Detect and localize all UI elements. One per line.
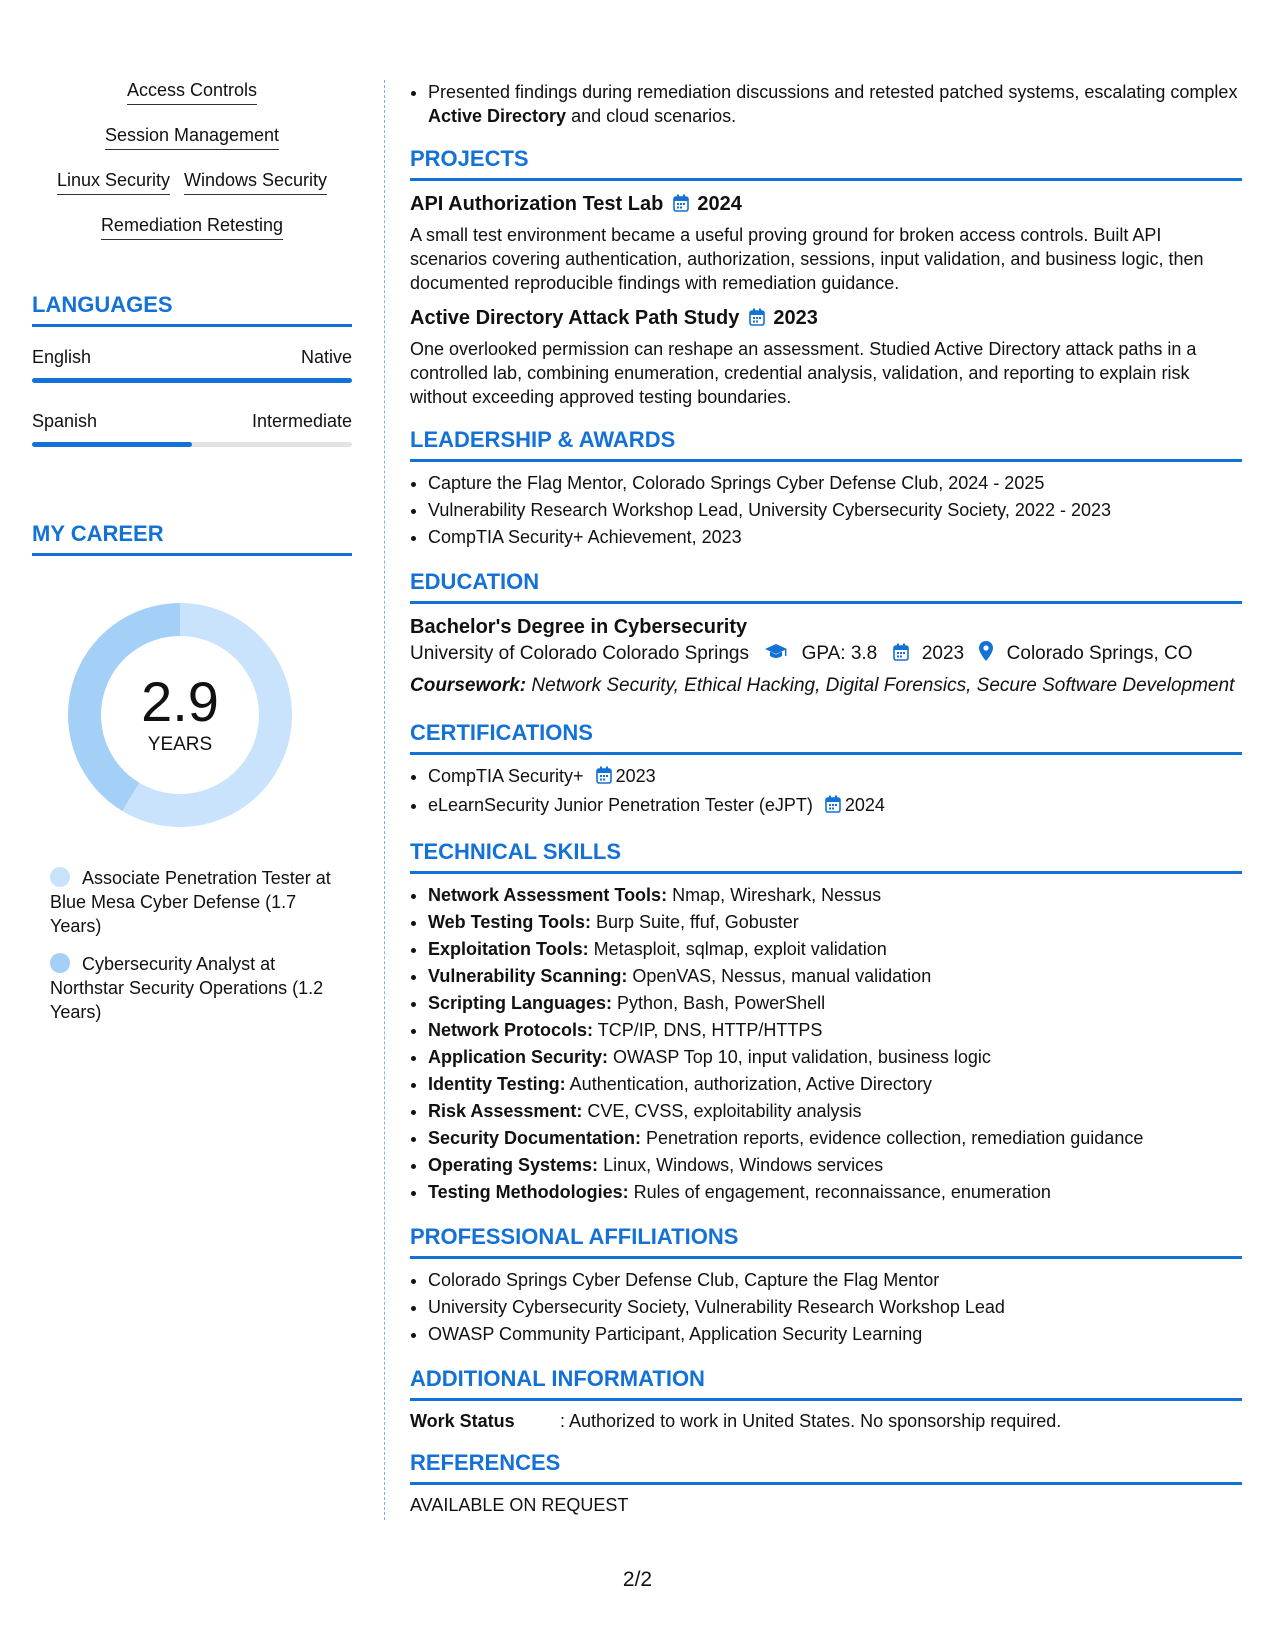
language-name: English bbox=[32, 347, 92, 367]
career-total-unit: YEARS bbox=[147, 734, 213, 755]
skill-value: OWASP Top 10, input validation, business logic bbox=[608, 1047, 991, 1067]
skill-tag: Remediation Retesting bbox=[101, 215, 283, 240]
list-item bbox=[428, 1044, 1242, 1071]
technical-skills-list bbox=[410, 882, 1242, 1206]
list-item bbox=[428, 1125, 1242, 1152]
skill-value: OpenVAS, Nessus, manual validation bbox=[627, 966, 932, 986]
right-column bbox=[410, 80, 1242, 1516]
skill-value: Penetration reports, evidence collection, remediation guidance bbox=[641, 1128, 1144, 1148]
career-total-years: 2.9 bbox=[141, 670, 219, 733]
skill-label: Security Documentation: bbox=[428, 1128, 642, 1148]
career-legend-label: Cybersecurity Analyst at Northstar Security Operations (1.2 Years) bbox=[50, 954, 324, 1022]
projects-section bbox=[410, 146, 1242, 409]
language-item bbox=[32, 411, 352, 447]
project-description: One overlooked permission can reshape an assessment. Studied Active Directory attack paths in a controlled lab, combining enumeration, credential analysis, validation, and reporting to explain risk without exceeding approved testing boundaries. bbox=[410, 339, 1197, 407]
skill-value: Nmap, Wireshark, Nessus bbox=[667, 885, 882, 905]
coursework bbox=[410, 672, 1242, 700]
coursework-label: Coursework: bbox=[410, 675, 527, 696]
language-proficiency-fill bbox=[32, 378, 352, 383]
skill-label: Network Assessment Tools: bbox=[428, 885, 668, 905]
project-item bbox=[410, 305, 1242, 409]
language-level: Intermediate bbox=[251, 411, 352, 431]
skill-label: Exploitation Tools: bbox=[428, 939, 589, 959]
project-name: Active Directory Attack Path Study bbox=[410, 307, 740, 329]
cert-year: 2023 bbox=[615, 766, 656, 786]
page-number: 2/2 bbox=[622, 1568, 653, 1591]
certifications-list bbox=[410, 763, 1242, 821]
calendar-icon bbox=[673, 193, 689, 219]
list-item bbox=[428, 936, 1242, 963]
career-section bbox=[32, 521, 352, 1024]
calendar-icon bbox=[825, 794, 841, 821]
technical-skills-section bbox=[410, 839, 1242, 1206]
calendar-icon bbox=[893, 642, 909, 670]
references-title: REFERENCES bbox=[410, 1450, 1242, 1485]
list-item: • Vulnerability Research Workshop Lead, University Cybersecurity Society, 2022 - 2023 bbox=[428, 497, 1242, 524]
skill-tag: Session Management bbox=[105, 125, 279, 150]
skill-tag: Access Controls bbox=[127, 80, 257, 105]
list-item bbox=[428, 792, 1242, 821]
work-status-row bbox=[410, 1411, 1242, 1432]
skill-label: Web Testing Tools: bbox=[428, 912, 591, 932]
calendar-icon bbox=[749, 307, 765, 333]
bullet-text: Presented findings during remediation discussions and retested patched systems, escalating complex bbox=[428, 82, 1238, 102]
calendar-icon bbox=[596, 765, 612, 792]
skill-tags bbox=[32, 80, 352, 238]
skill-tag: Windows Security bbox=[184, 170, 327, 195]
references-section bbox=[410, 1450, 1242, 1516]
language-name: Spanish bbox=[32, 411, 98, 431]
list-item bbox=[428, 1071, 1242, 1098]
legend-dot bbox=[50, 867, 70, 887]
list-item: • Capture the Flag Mentor, Colorado Springs Cyber Defense Club, 2024 - 2025 bbox=[428, 470, 1242, 497]
additional-info-title: ADDITIONAL INFORMATION bbox=[410, 1366, 1242, 1401]
list-item bbox=[428, 909, 1242, 936]
skill-label: Application Security: bbox=[428, 1047, 609, 1067]
skill-label: Operating Systems: bbox=[428, 1155, 599, 1175]
language-proficiency-bar bbox=[32, 442, 352, 447]
skill-value: Python, Bash, PowerShell bbox=[612, 993, 826, 1013]
skill-label: Identity Testing: bbox=[428, 1074, 566, 1094]
list-item bbox=[428, 1098, 1242, 1125]
language-level: Native bbox=[300, 347, 352, 367]
experience-bullet bbox=[428, 80, 1242, 128]
coursework-list: Network Security, Ethical Hacking, Digital Forensics, Secure Software Development bbox=[526, 675, 1235, 696]
skill-tag: Linux Security bbox=[57, 170, 170, 195]
language-item bbox=[32, 347, 352, 383]
career-legend-label: Associate Penetration Tester at Blue Mesa Cyber Defense (1.7 Years) bbox=[50, 868, 331, 936]
leadership-list bbox=[410, 470, 1242, 551]
affiliations-section bbox=[410, 1224, 1242, 1348]
skill-value: Rules of engagement, reconnaissance, enumeration bbox=[628, 1182, 1051, 1202]
language-proficiency-bar bbox=[32, 378, 352, 383]
certifications-title: CERTIFICATIONS bbox=[410, 720, 1242, 755]
list-item bbox=[428, 963, 1242, 990]
school-name: University of Colorado Colorado Springs bbox=[410, 643, 749, 664]
skill-value: TCP/IP, DNS, HTTP/HTTPS bbox=[593, 1020, 823, 1040]
list-item bbox=[428, 882, 1242, 909]
left-column bbox=[32, 80, 352, 1038]
bullet-bold-text: Active Directory bbox=[428, 106, 567, 126]
education-section bbox=[410, 569, 1242, 700]
list-item bbox=[428, 990, 1242, 1017]
list-item bbox=[428, 1152, 1242, 1179]
affiliations-title: PROFESSIONAL AFFILIATIONS bbox=[410, 1224, 1242, 1259]
graduation-cap-icon bbox=[764, 642, 788, 670]
work-status-value: : Authorized to work in United States. No sponsorship required. bbox=[560, 1411, 1062, 1431]
column-divider bbox=[384, 80, 385, 1520]
education-title: EDUCATION bbox=[410, 569, 1242, 604]
skill-label: Risk Assessment: bbox=[428, 1101, 583, 1121]
list-item: • Colorado Springs Cyber Defense Club, Capture the Flag Mentor bbox=[428, 1267, 1242, 1294]
cert-year: 2024 bbox=[844, 795, 885, 815]
bullet-text: and cloud scenarios. bbox=[566, 106, 737, 126]
career-legend bbox=[50, 866, 340, 1024]
list-item: • University Cybersecurity Society, Vulnerability Research Workshop Lead bbox=[428, 1294, 1242, 1321]
map-pin-icon bbox=[979, 641, 993, 670]
project-name: API Authorization Test Lab bbox=[410, 193, 664, 215]
projects-title: PROJECTS bbox=[410, 146, 1242, 181]
skill-value: Authentication, authorization, Active Directory bbox=[565, 1074, 932, 1094]
career-legend-item bbox=[50, 952, 340, 1024]
languages-title: LANGUAGES bbox=[32, 292, 352, 327]
list-item bbox=[428, 1017, 1242, 1044]
graduation-year: 2023 bbox=[921, 643, 965, 664]
technical-skills-title: TECHNICAL SKILLS bbox=[410, 839, 1242, 874]
skill-value: Metasploit, sqlmap, exploit validation bbox=[588, 939, 887, 959]
leadership-title: LEADERSHIP & AWARDS bbox=[410, 427, 1242, 462]
gpa: GPA: 3.8 bbox=[801, 643, 878, 664]
languages-section bbox=[32, 292, 352, 447]
leadership-section bbox=[410, 427, 1242, 551]
list-item: • CompTIA Security+ Achievement, 2023 bbox=[428, 524, 1242, 551]
legend-dot bbox=[50, 953, 70, 973]
career-title: MY CAREER bbox=[32, 521, 352, 556]
education-details bbox=[410, 640, 1242, 670]
skill-value: CVE, CVSS, exploitability analysis bbox=[582, 1101, 862, 1121]
school-location: Colorado Springs, CO bbox=[1006, 643, 1193, 664]
degree-name: Bachelor's Degree in Cybersecurity bbox=[410, 616, 748, 638]
skill-value: Burp Suite, ffuf, Gobuster bbox=[591, 912, 799, 932]
project-year: 2023 bbox=[773, 307, 818, 329]
skill-label: Vulnerability Scanning: bbox=[428, 966, 628, 986]
language-proficiency-fill bbox=[32, 442, 192, 447]
career-donut-chart bbox=[65, 600, 295, 830]
project-description: A small test environment became a useful proving ground for broken access controls. Built API scenarios covering authentication, authorization, sessions, input validation, and business logic, then documented reproducible findings with remediation guidance. bbox=[410, 225, 1204, 293]
list-item: • OWASP Community Participant, Application Security Learning bbox=[428, 1321, 1242, 1348]
project-item bbox=[410, 191, 1242, 295]
skill-label: Scripting Languages: bbox=[428, 993, 613, 1013]
experience-tail-list bbox=[410, 80, 1242, 128]
list-item bbox=[428, 763, 1242, 792]
skill-value: Linux, Windows, Windows services bbox=[598, 1155, 884, 1175]
references-text: AVAILABLE ON REQUEST bbox=[410, 1495, 629, 1515]
career-legend-item bbox=[50, 866, 340, 938]
affiliations-list bbox=[410, 1267, 1242, 1348]
project-year: 2024 bbox=[697, 193, 742, 215]
skill-label: Testing Methodologies: bbox=[428, 1182, 629, 1202]
work-status-label: Work Status bbox=[410, 1411, 515, 1431]
skill-label: Network Protocols: bbox=[428, 1020, 594, 1040]
list-item bbox=[428, 1179, 1242, 1206]
additional-info-section bbox=[410, 1366, 1242, 1432]
cert-name: eLearnSecurity Junior Penetration Tester (eJPT) bbox=[428, 795, 813, 815]
certifications-section bbox=[410, 720, 1242, 821]
cert-name: CompTIA Security+ bbox=[428, 766, 584, 786]
